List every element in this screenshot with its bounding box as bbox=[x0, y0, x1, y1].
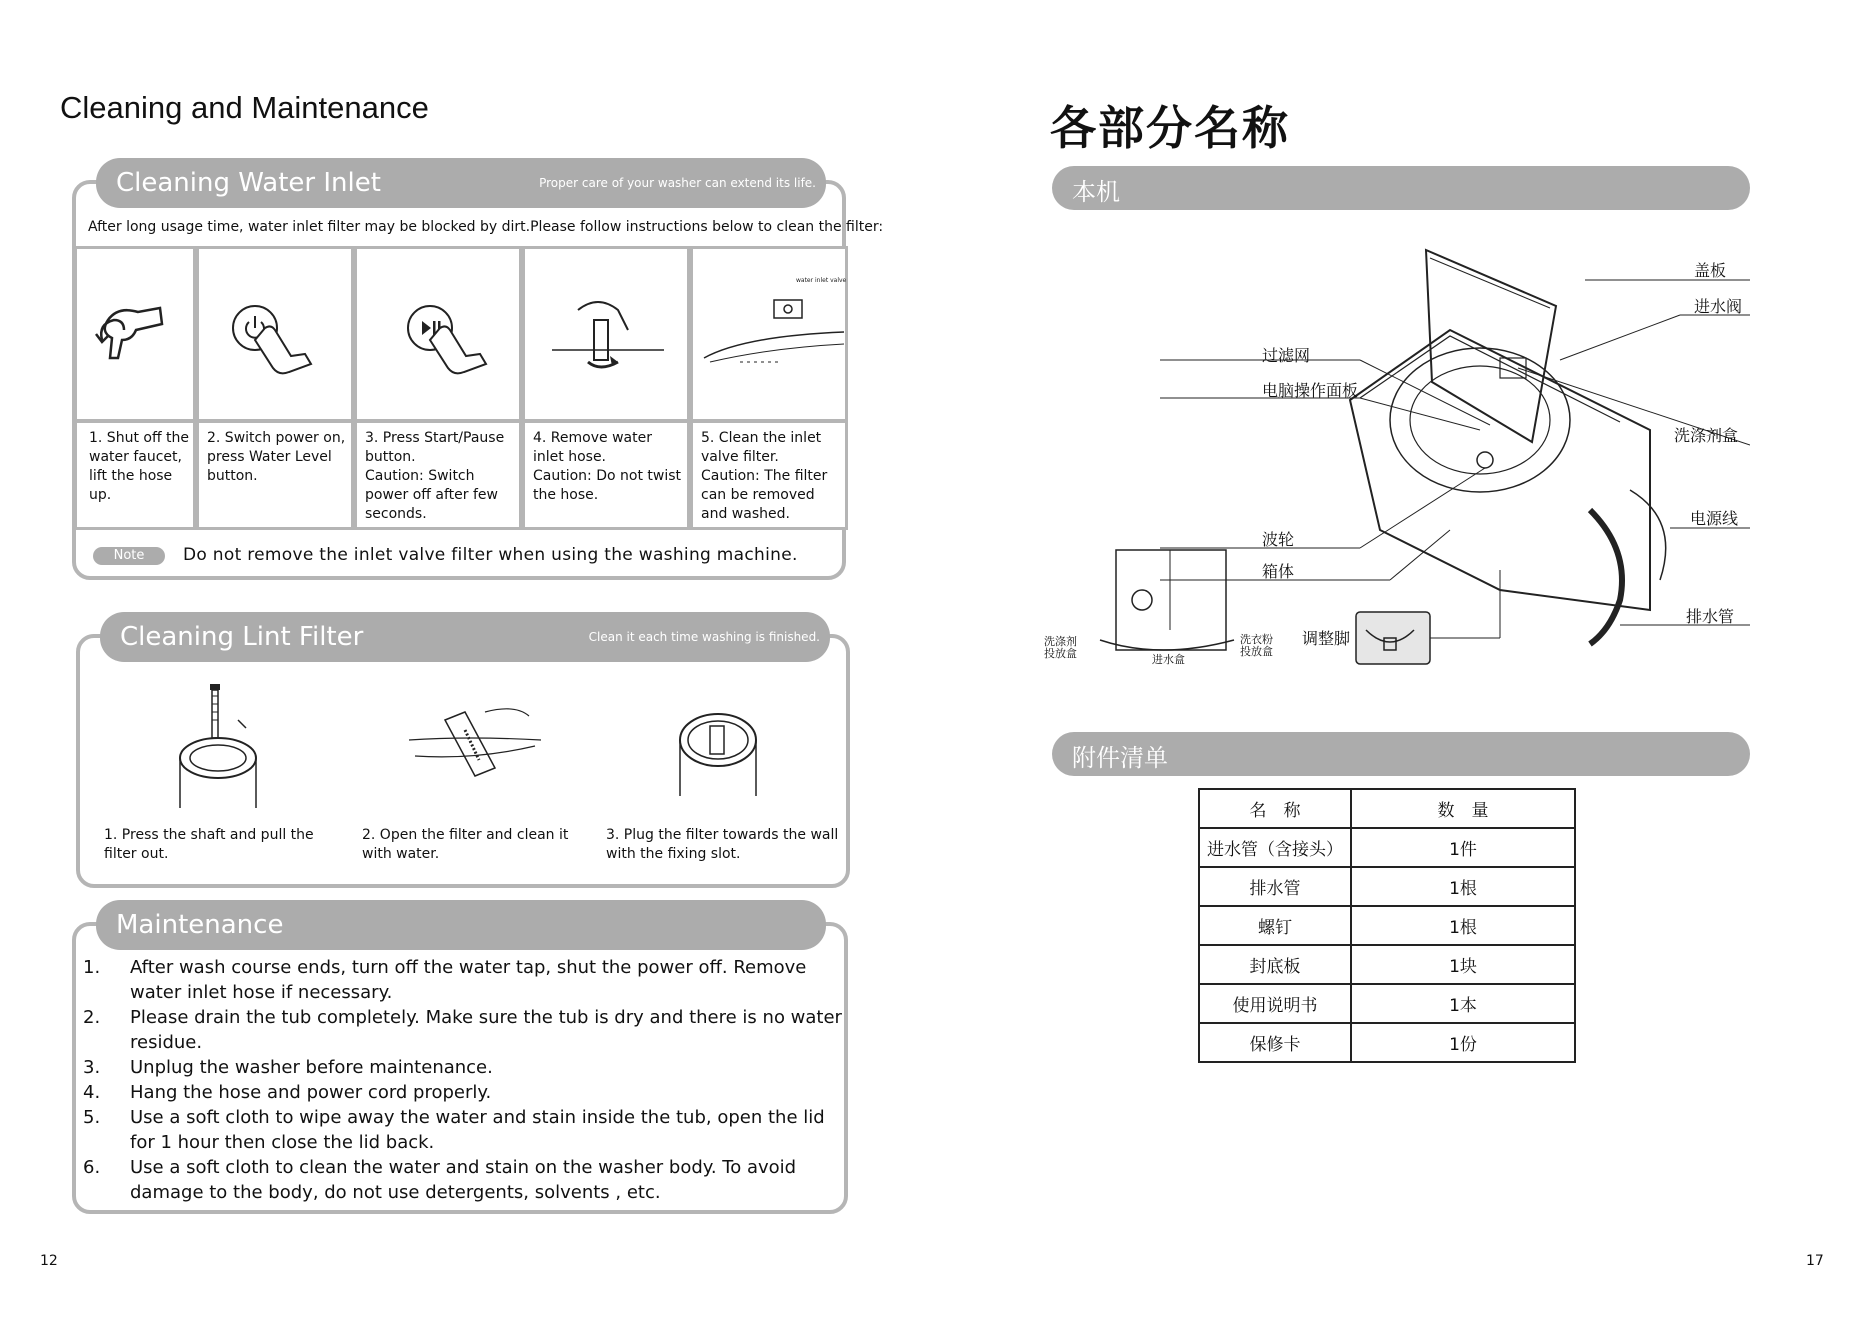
step-5-text: 5. Clean the inlet valve filter. Caution: The filter can be removed and washed. bbox=[701, 430, 828, 522]
label-drain-hose: 排水管 bbox=[1686, 607, 1735, 626]
list-item: 4. Hang the hose and power cord properly. bbox=[83, 1082, 492, 1103]
label-control-panel: 电脑操作面板 bbox=[1262, 381, 1359, 400]
step-1-text: 1. Shut off the water faucet, lift the hose up. bbox=[89, 430, 190, 503]
list-item: 1. After wash course ends, turn off the water tap, shut the power off. Remove water inlet hose if necessary. bbox=[83, 957, 807, 1003]
table-cell: 1根 bbox=[1351, 867, 1575, 906]
table-cell: 螺钉 bbox=[1199, 906, 1351, 945]
faucet-icon bbox=[88, 290, 178, 380]
list-item: 3. Unplug the washer before maintenance. bbox=[83, 1057, 493, 1078]
page-title-right: 各部分名称 bbox=[1050, 101, 1290, 155]
table-row bbox=[1199, 945, 1575, 984]
maintenance-list bbox=[80, 955, 850, 1205]
label-lid: 盖板 bbox=[1694, 261, 1727, 280]
power-button-icon bbox=[225, 300, 325, 400]
table-row bbox=[1199, 867, 1575, 906]
page-number-right: 17 bbox=[1806, 1253, 1824, 1269]
table-row bbox=[1199, 828, 1575, 867]
page-number-left: 12 bbox=[40, 1253, 58, 1269]
open-filter-icon bbox=[405, 700, 545, 790]
table-cell: 1块 bbox=[1351, 945, 1575, 984]
table-header-cell: 数 量 bbox=[1351, 789, 1575, 828]
step-3-text: 3. Press Start/Pause button. Caution: Switch power off after few seconds. bbox=[365, 430, 505, 522]
washing-machine-diagram bbox=[1030, 230, 1750, 670]
maintenance-header bbox=[96, 900, 826, 950]
section-heading: Maintenance bbox=[116, 910, 284, 940]
label-water-box: 进水盒 bbox=[1152, 653, 1185, 666]
table-cell: 封底板 bbox=[1199, 945, 1351, 984]
section-tagline: Clean it each time washing is finished. bbox=[588, 630, 820, 644]
section-heading: Cleaning Lint Filter bbox=[120, 622, 364, 652]
lint-step-1-text: 1. Press the shaft and pull the filter out. bbox=[104, 827, 314, 862]
lint-filter-header bbox=[100, 612, 830, 662]
section-heading: Cleaning Water Inlet bbox=[116, 168, 381, 198]
table-row bbox=[1199, 906, 1575, 945]
table-header-cell: 名 称 bbox=[1199, 789, 1351, 828]
lint-step-2-text: 2. Open the filter and clean it with water. bbox=[362, 827, 569, 862]
section-heading: 本机 bbox=[1072, 178, 1120, 206]
inlet-valve-icon bbox=[700, 276, 846, 376]
note-badge: Note bbox=[93, 547, 165, 565]
label-pulsator: 波轮 bbox=[1262, 530, 1295, 549]
step-2-text: 2. Switch power on, press Water Level button. bbox=[207, 430, 346, 484]
section-tagline: Proper care of your washer can extend its life. bbox=[539, 176, 816, 190]
list-item: 6. Use a soft cloth to clean the water and stain on the washer body. To avoid damage to the body, do not use detergents, solvents , etc. bbox=[83, 1157, 797, 1203]
svg-text:water inlet valve: water inlet valve bbox=[796, 277, 846, 284]
table-row bbox=[1199, 1023, 1575, 1062]
table-cell: 1根 bbox=[1351, 906, 1575, 945]
page-title: Cleaning and Maintenance bbox=[60, 90, 429, 125]
label-filter-net: 过滤网 bbox=[1262, 346, 1311, 365]
intro-text: After long usage time, water inlet filter may be blocked by dirt.Please follow instructions below to clean the filter: bbox=[88, 219, 884, 235]
label-detergent-slot: 洗涤剂 投放盒 bbox=[1044, 635, 1077, 660]
label-power-cord: 电源线 bbox=[1690, 509, 1739, 528]
label-inlet-valve: 进水阀 bbox=[1694, 297, 1743, 316]
accessories-table bbox=[1198, 788, 1576, 1063]
accessories-header bbox=[1052, 732, 1750, 776]
machine-header bbox=[1052, 166, 1750, 210]
lint-step-3-text: 3. Plug the filter towards the wall with the fixing slot. bbox=[606, 827, 839, 862]
label-detergent-box: 洗涤剂盒 bbox=[1674, 426, 1739, 445]
table-cell: 进水管（含接头） bbox=[1199, 828, 1351, 867]
water-inlet-header bbox=[96, 158, 826, 208]
table-cell: 1本 bbox=[1351, 984, 1575, 1023]
step-4-text: 4. Remove water inlet hose. Caution: Do not twist the hose. bbox=[533, 430, 681, 503]
table-cell: 1份 bbox=[1351, 1023, 1575, 1062]
table-cell: 1件 bbox=[1351, 828, 1575, 867]
table-row bbox=[1199, 984, 1575, 1023]
table-cell: 使用说明书 bbox=[1199, 984, 1351, 1023]
table-header-row bbox=[1199, 789, 1575, 828]
label-cabinet: 箱体 bbox=[1262, 562, 1295, 581]
pull-filter-icon bbox=[170, 680, 270, 810]
list-item: 2. Please drain the tub completely. Make sure the tub is dry and there is no water residue. bbox=[83, 1007, 842, 1053]
start-pause-button-icon bbox=[400, 300, 500, 400]
list-item: 5. Use a soft cloth to wipe away the water and stain inside the tub, open the lid for 1 hour then close the lid back. bbox=[83, 1107, 825, 1153]
table-cell: 保修卡 bbox=[1199, 1023, 1351, 1062]
label-powder-slot: 洗衣粉 投放盒 bbox=[1240, 633, 1273, 658]
table-cell: 排水管 bbox=[1199, 867, 1351, 906]
note-text: Do not remove the inlet valve filter when using the washing machine. bbox=[183, 545, 798, 565]
remove-hose-icon bbox=[548, 290, 668, 390]
plug-filter-icon bbox=[668, 700, 768, 800]
section-heading: 附件清单 bbox=[1072, 744, 1168, 772]
label-adjust-foot: 调整脚 bbox=[1302, 629, 1351, 648]
